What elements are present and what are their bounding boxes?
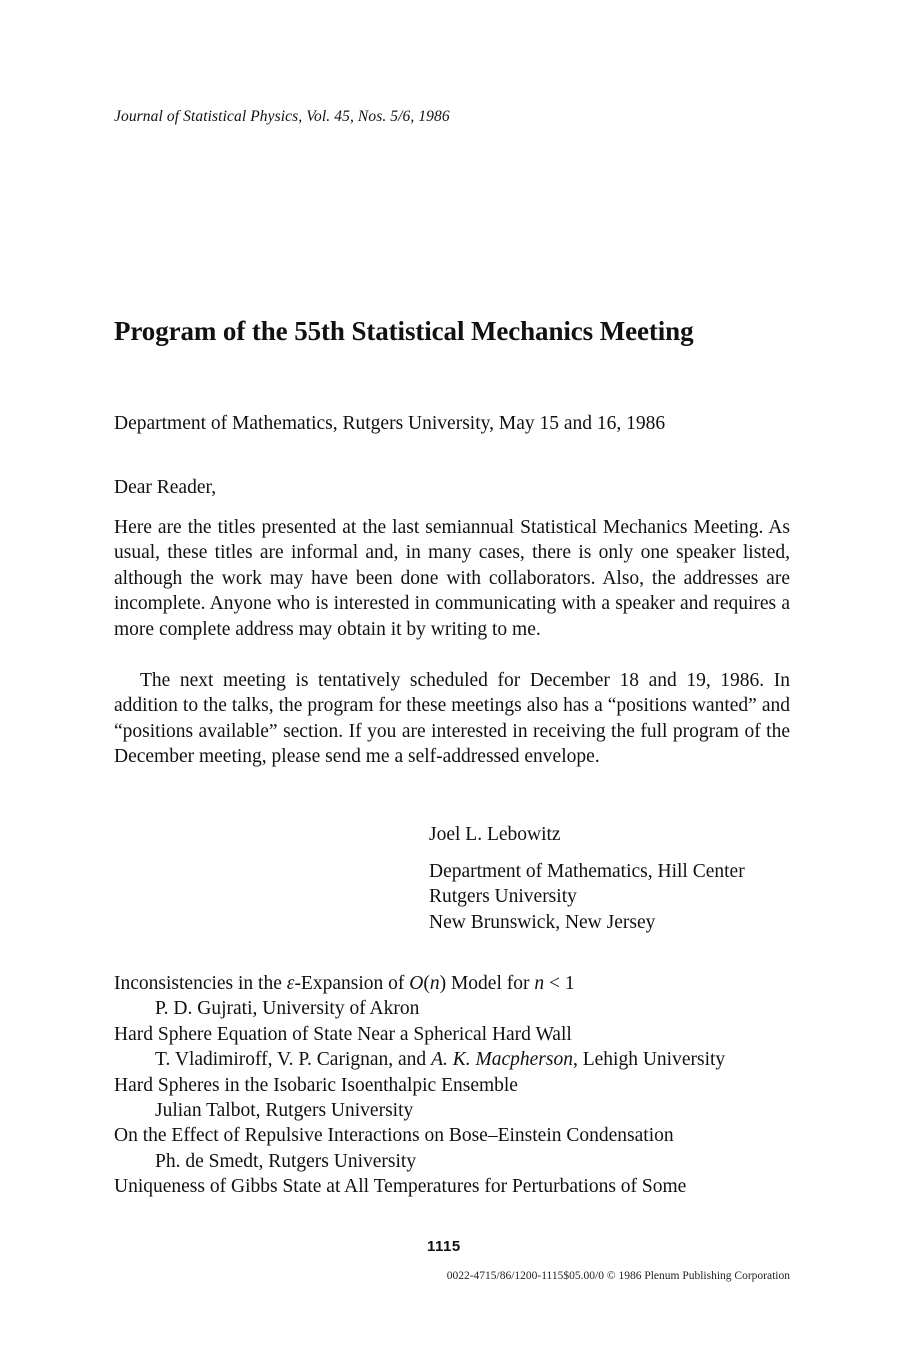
talk-speakers [114,1047,790,1072]
talk-item [114,1174,790,1199]
talk-speakers: Ph. de Smedt, Rutgers University [155,1150,417,1172]
speaker-affiliation: , Lehigh University [572,1049,726,1071]
talk-title: On the Effect of Repulsive Interactions on Bose–Einstein Condensation [114,1125,674,1147]
talk-title: Hard Sphere Equation of State Near a Spherical Hard Wall [114,1023,572,1045]
signature-address-line: New Brunswick, New Jersey [429,911,656,933]
journal-header: Journal of Statistical Physics, Vol. 45, Nos. 5/6, 1986 [114,108,450,125]
signature-name: Joel L. Lebowitz [429,824,561,845]
talk-title-part: < 1 [544,973,575,994]
talk-title-part: Inconsistencies in the [114,973,287,994]
talk-speakers: P. D. Gujrati, University of Akron [155,998,420,1020]
signature-address-line: Rutgers University [429,886,577,908]
talk-title-part: ( [423,973,430,994]
talk-title: Hard Spheres in the Isobaric Isoenthalpic Ensemble [114,1074,518,1096]
talk-title-part: ε [286,973,295,994]
intro-paragraph: Here are the titles presented at the last semiannual Statistical Mechanics Meeting. As usual, these titles are informal and, in many cases, there is only one speaker listed, although the work may have been done with collaborators. Also, the addresses are incomplete. Anyone who is interested in communicating with a speaker and requires a more complete address may obtain it by writing to me. [114,517,790,640]
talk-title: Uniqueness of Gibbs State at All Temperatures for Perturbations of Some [114,1176,687,1198]
signature-address [429,859,745,935]
salutation: Dear Reader, [114,477,217,498]
talk-title [114,971,790,996]
footer-copyright: 0022-4715/86/1200-1115$05.00/0 © 1986 Plenum Publishing Corporation [446,1270,790,1282]
talk-item [114,1123,790,1174]
talk-item [114,1022,790,1073]
talk-title-part: ) Model for [439,973,535,994]
department-line: Department of Mathematics, Rutgers University, May 15 and 16, 1986 [114,413,666,434]
talk-title-part: n [429,973,440,994]
speaker-names: T. Vladimiroff, V. P. Carignan, and [155,1049,432,1071]
page-title: Program of the 55th Statistical Mechanics Meeting [114,316,694,346]
signature-address-line: Department of Mathematics, Hill Center [429,861,745,882]
talk-speakers: Julian Talbot, Rutgers University [155,1100,414,1122]
next-meeting-paragraph: The next meeting is tentatively scheduled for December 18 and 19, 1986. In addition to the talks, the program for these meetings also has a “positions wanted” and “positions available” section. If you are interested in receiving the full program of the December meeting, please send me a self-addressed envelope. [114,670,790,768]
page-number: 1115 [427,1238,461,1255]
talk-title-part: O [409,973,424,994]
talk-title-part: n [534,973,545,994]
talk-list [114,971,790,1200]
presenting-speaker: A. K. Macpherson [431,1049,573,1071]
talk-item [114,1073,790,1124]
talk-item [114,971,790,1022]
talk-title-part: -Expansion of [294,973,410,994]
